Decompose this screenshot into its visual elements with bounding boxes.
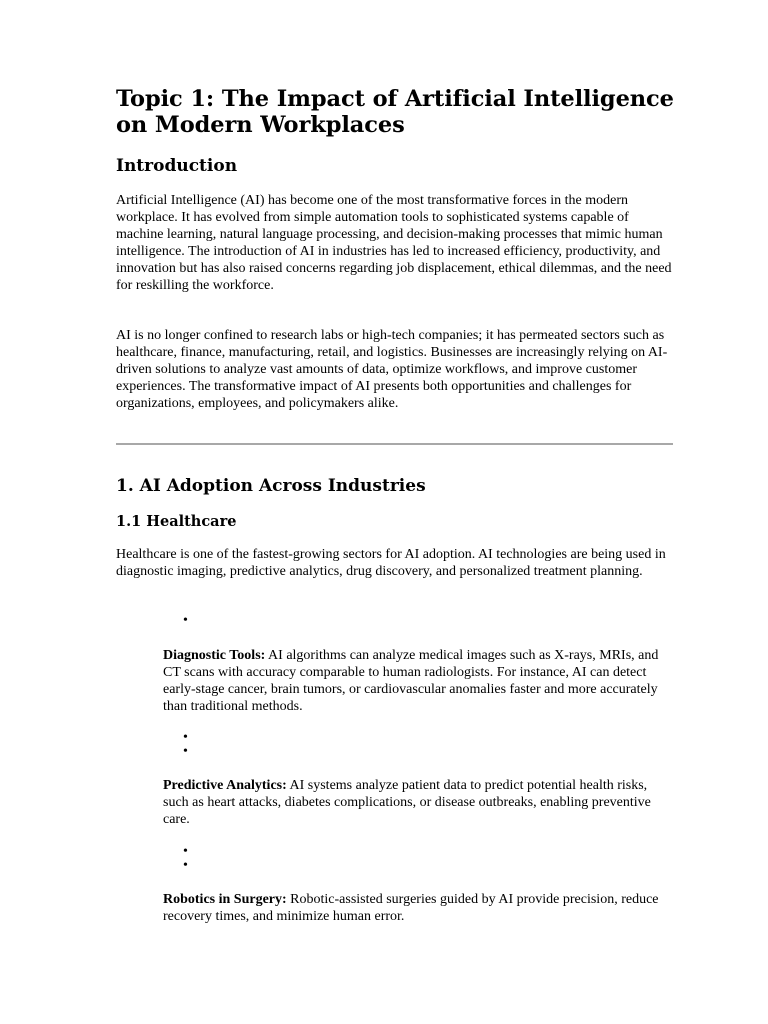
list-item-predictive-analytics	[163, 777, 668, 828]
horizontal-divider	[116, 443, 673, 445]
introduction-heading: Introduction	[116, 156, 238, 176]
section-heading-ai-adoption: 1. AI Adoption Across Industries	[116, 476, 426, 496]
item-label: Diagnostic Tools:	[163, 648, 266, 663]
item-text: AI systems analyze patient data to predict potential health risks, such as heart attacks, diabetes complications, or disease outbreaks, enabling preventive care.	[163, 778, 651, 827]
bullet-marker: •	[183, 858, 188, 873]
bullet-marker: •	[183, 844, 188, 859]
bullet-marker: •	[183, 730, 188, 745]
healthcare-intro-paragraph: Healthcare is one of the fastest-growing sectors for AI adoption. AI technologies are being used in diagnostic imaging, predictive analytics, drug discovery, and personalized treatment planning.	[116, 547, 666, 579]
item-label: Robotics in Surgery:	[163, 892, 287, 907]
document-title: Topic 1: The Impact of Artificial Intelligence on Modern Workplaces	[116, 86, 674, 138]
intro-paragraph-1: Artificial Intelligence (AI) has become one of the most transformative forces in the modern workplace. It has evolved from simple automation tools to sophisticated systems capable of machine learning, natural language processing, and decision-making processes that mimic human intelligence. The introduction of AI in industries has led to increased efficiency, productivity, and innovation but has also raised concerns regarding job displacement, ethical dilemmas, and the need for reskilling the workforce.	[116, 193, 672, 293]
bullet-marker: •	[183, 613, 188, 628]
item-text: AI algorithms can analyze medical images such as X-rays, MRIs, and CT scans with accuracy comparable to human radiologists. For instance, AI can detect early-stage cancer, brain tumors, or cardiovascular anomalies faster and more accurately than traditional methods.	[163, 648, 659, 714]
bullet-marker: •	[183, 744, 188, 759]
subsection-heading-healthcare: 1.1 Healthcare	[116, 513, 237, 530]
list-item-diagnostic-tools	[163, 647, 668, 715]
item-text: Robotic-assisted surgeries guided by AI provide precision, reduce recovery times, and minimize human error.	[163, 892, 659, 924]
item-label: Predictive Analytics:	[163, 778, 287, 793]
list-item-robotics-in-surgery	[163, 891, 668, 925]
intro-paragraph-2: AI is no longer confined to research labs or high-tech companies; it has permeated sectors such as healthcare, finance, manufacturing, retail, and logistics. Businesses are increasingly relying on AI-driven solutions to analyze vast amounts of data, optimize workflows, and improve customer experiences. The transformative impact of AI presents both opportunities and challenges for organizations, employees, and policymakers alike.	[116, 328, 668, 411]
